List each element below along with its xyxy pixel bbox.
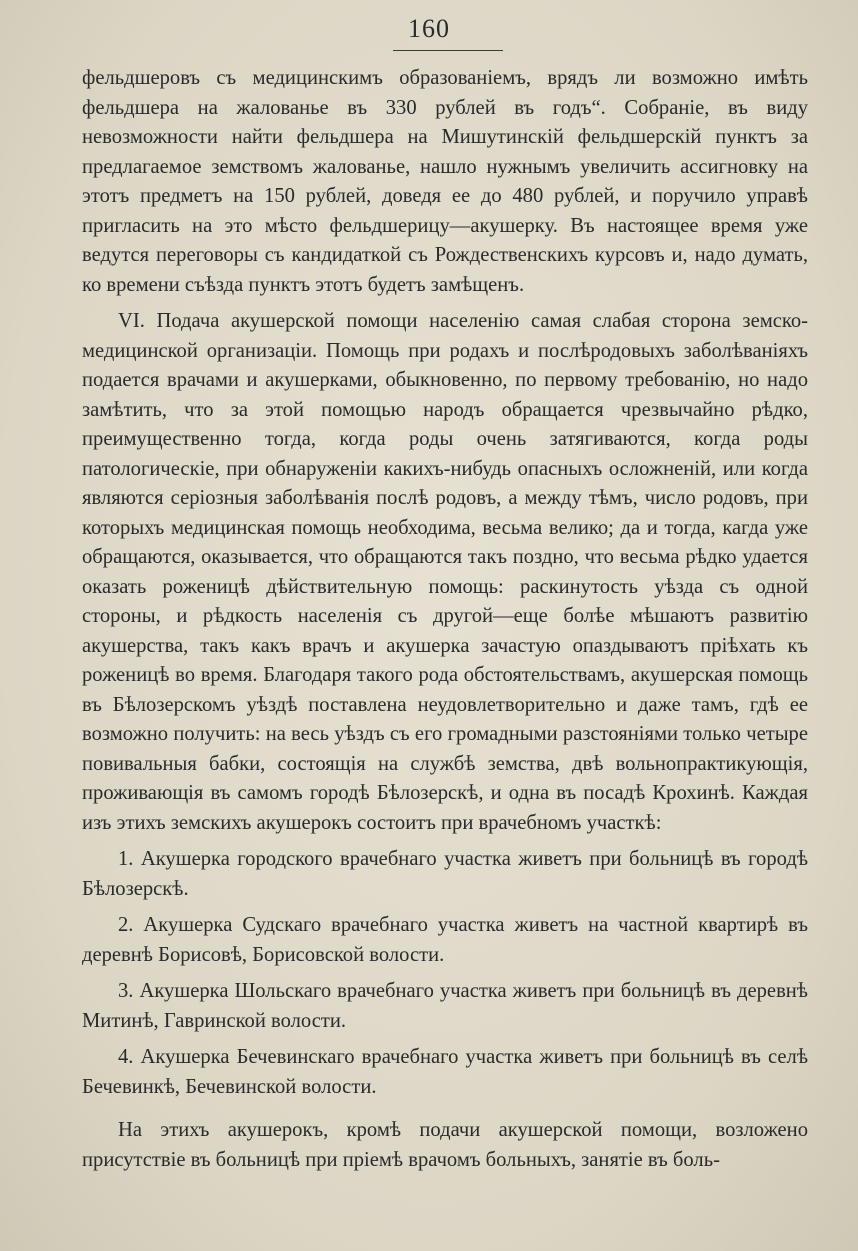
paragraph-section-vi: VI. Подача акушерской помощи населенію самая слабая сторона земско-медицинской организаціи. Помощь при родахъ и послѣродовыхъ заболѣваніяхъ подается врачами и акушерками, обыкновенно, по первому требованію, но надо замѣтить, что за этой помощью народъ обращается чрезвычайно рѣдко, преимущественно тогда, когда роды очень затягиваются, когда роды патологическіе, при обнаруженіи какихъ-нибудь опасныхъ осложненій, или когда являются серіозныя заболѣванія послѣ родовъ, а между тѣмъ, число родовъ, при которыхъ медицинская помощь необходима, весьма велико; да и тогда, кагда уже обращаются, оказывается, что обращаются такъ поздно, что весьма рѣдко удается оказать роженицѣ дѣйствительную помощь: раскинутость уѣзда съ одной стороны, и рѣдкость населенія съ другой—еще болѣе мѣшаютъ развитію акушерства, такъ какъ врачъ и акушерка зачастую опаздываютъ пріѣхать къ роженицѣ во время. Благодаря такого рода обстоятельствамъ, акушерская помощь въ Бѣлозерскомъ уѣздѣ поставлена неудовлетворительно и даже тамъ, гдѣ ее возможно получить: на весь уѣздъ съ его громадными разстояніями только четыре повивальныя бабки, состоящія на службѣ земства, двѣ вольнопрактикующія, проживающія въ самомъ городѣ Бѣлозерскѣ, и одна въ посадѣ Крохинѣ. Каждая изъ этихъ земскихъ акушерокъ состоитъ при врачебномъ участкѣ: bbox=[82, 310, 808, 834]
list-item-1: 1. Акушерка городского врачебнаго участка живетъ при больницѣ въ городѣ Бѣлозерскѣ. bbox=[82, 848, 808, 900]
list-item-4: 4. Акушерка Бечевинскаго врачебнаго участка живетъ при больницѣ въ селѣ Бечевинкѣ, Бечевинской волости. bbox=[82, 1046, 808, 1098]
body-text bbox=[82, 64, 808, 1175]
paragraph-final: На этихъ акушерокъ, кромѣ подачи акушерской помощи, возложено присутствіе въ больницѣ при пріемѣ врачомъ больныхъ, занятіе въ боль- bbox=[82, 1119, 808, 1171]
list-item-3: 3. Акушерка Шольскаго врачебнаго участка живетъ при больницѣ въ деревнѣ Митинѣ, Гавринской волости. bbox=[82, 980, 808, 1032]
page-number-rule bbox=[393, 50, 503, 51]
list-item-2: 2. Акушерка Судскаго врачебнаго участка живетъ на частной квартирѣ въ деревнѣ Борисовѣ, Борисовской волости. bbox=[82, 914, 808, 966]
page-number: 160 bbox=[408, 14, 450, 43]
paragraph-continuation: фельдшеровъ съ медицинскимъ образованіемъ, врядъ ли возможно имѣть фельдшера на жалованье въ 330 рублей въ годъ“. Собраніе, въ виду невозможности найти фельдшера на Мишутинскій фельдшерскій пунктъ за предлагаемое земствомъ жалованье, нашло нужнымъ увеличить ассигновку на этотъ предметъ на 150 рублей, доведя ее до 480 рублей, и поручило управѣ пригласить на это мѣсто фельдшерицу—акушерку. Въ настоящее время уже ведутся переговоры съ кандидаткой съ Рождественскихъ курсовъ и, надо думать, ко времени съѣзда пунктъ этотъ будетъ замѣщенъ. bbox=[82, 67, 808, 296]
